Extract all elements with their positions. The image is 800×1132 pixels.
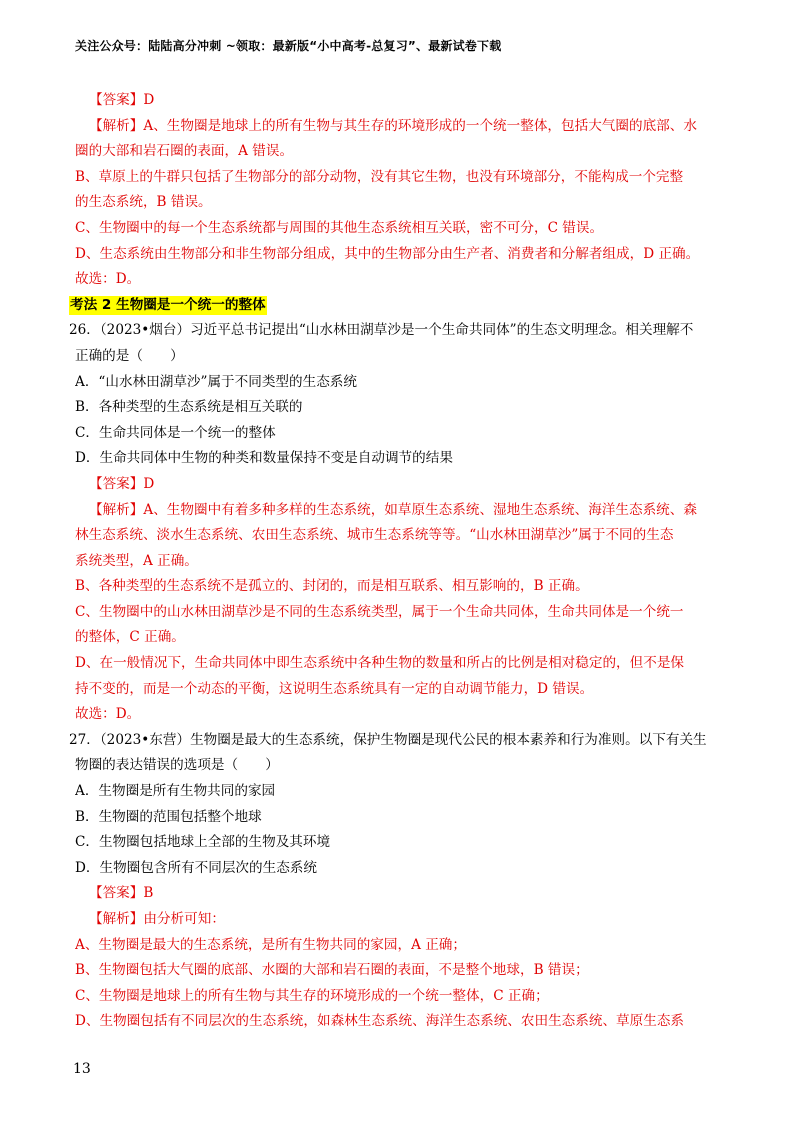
analysis-line: C、生物圈是地球上的所有生物与其生存的环境形成的一个统一整体，C 正确； bbox=[75, 987, 549, 1004]
option-c: C．生物圈包括地球上全部的生物及其环境 bbox=[75, 834, 331, 851]
analysis-line: D、在一般情况下，生命共同体中即生态系统中各种生物的数量和所占的比例是相对稳定的，但不是保 bbox=[75, 655, 685, 672]
option-b: B．生物圈的范围包括整个地球 bbox=[75, 808, 262, 825]
answer-label-27: 【答案】B bbox=[89, 885, 154, 902]
analysis-line: 持不变的，而是一个动态的平衡，这说明生态系统具有一定的自动调节能力，D 错误。 bbox=[75, 680, 594, 697]
option-c: C．生命共同体是一个统一的整体 bbox=[75, 424, 276, 441]
option-a: A．“山水林田湖草沙”属于不同类型的生态系统 bbox=[75, 373, 357, 390]
analysis-line: 【解析】A、生物圈中有着多种多样的生态系统，如草原生态系统、湿地生态系统、海洋生态系统、森 bbox=[89, 501, 697, 518]
analysis-line: D、生物圈包括有不同层次的生态系统，如森林生态系统、海洋生态系统、农田生态系统、草原生态系 bbox=[75, 1013, 685, 1030]
section-heading: 考法 2 生物圈是一个统一的整体 bbox=[70, 296, 266, 313]
option-d: D．生物圈包含所有不同层次的生态系统 bbox=[75, 859, 317, 876]
question-27-stem: 27．（2023•东营）生物圈是最大的生态系统，保护生物圈是现代公民的根本素养和行为准则。以下有关生 bbox=[69, 731, 707, 748]
analysis-line: B、各种类型的生态系统不是孤立的、封闭的，而是相互联系、相互影响的，B 正确。 bbox=[75, 578, 589, 595]
answer-label-1: 【答案】D bbox=[89, 92, 155, 108]
option-d: D．生命共同体中生物的种类和数量保持不变是自动调节的结果 bbox=[75, 450, 453, 467]
analysis-line: 系统类型，A 正确。 bbox=[75, 552, 198, 569]
page-header: 关注公众号：陆陆高分冲刺 ~领取：最新版“小中高考-总复习”、最新试卷下载 bbox=[75, 39, 502, 53]
question-26-stem: 26．（2023•烟台）习近平总书记提出“山水林田湖草沙是一个生命共同体”的生态文明理念。相关理解不 bbox=[69, 322, 694, 339]
analysis-line: B、草原上的牛群只包括了生物部分的部分动物，没有其它生物，也没有环境部分，不能构成一个完整 bbox=[75, 168, 684, 185]
question-27-stem-cont: 物圈的表达错误的选项是（ ） bbox=[75, 757, 279, 774]
analysis-line: 圈的大部和岩石圈的表面，A 错误。 bbox=[75, 143, 294, 160]
page-content bbox=[69, 88, 733, 1035]
analysis-line: 的生态系统，B 错误。 bbox=[75, 194, 212, 211]
analysis-line: 的整体，C 正确。 bbox=[75, 629, 185, 646]
analysis-line: 林生态系统、淡水生态系统、农田生态系统、城市生态系统等等。“山水林田湖草沙”属于不同的生态 bbox=[75, 527, 674, 544]
option-b: B．各种类型的生态系统是相互关联的 bbox=[75, 399, 303, 416]
answer-label-26: 【答案】D bbox=[89, 475, 155, 492]
analysis-line: C、生物圈中的山水林田湖草沙是不同的生态系统类型，属于一个生命共同体，生命共同体是一个统一 bbox=[75, 603, 684, 620]
analysis-intro: 【解析】由分析可知： bbox=[89, 911, 225, 927]
question-26-stem-cont: 正确的是（ ） bbox=[75, 347, 184, 364]
analysis-line: A、生物圈是最大的生态系统，是所有生物共同的家园，A 正确； bbox=[75, 936, 466, 953]
page-number: 13 bbox=[73, 1061, 91, 1077]
analysis-line: 故选：D。 bbox=[75, 271, 141, 288]
analysis-line: 故选：D。 bbox=[75, 706, 141, 723]
analysis-line: B、生物圈包括大气圈的底部、水圈的大部和岩石圈的表面，不是整个地球，B 错误； bbox=[75, 962, 589, 979]
analysis-line: C、生物圈中的每一个生态系统都与周围的其他生态系统相互关联，密不可分，C 错误。 bbox=[75, 219, 604, 236]
section-heading-row bbox=[69, 293, 733, 319]
analysis-line: 【解析】A、生物圈是地球上的所有生物与其生存的环境形成的一个统一整体，包括大气圈的底部、水 bbox=[89, 117, 697, 134]
option-a: A．生物圈是所有生物共同的家园 bbox=[75, 783, 276, 800]
analysis-line: D、生态系统由生物部分和非生物部分组成，其中的生物部分由生产者、消费者和分解者组成，D 正确。 bbox=[75, 245, 700, 262]
